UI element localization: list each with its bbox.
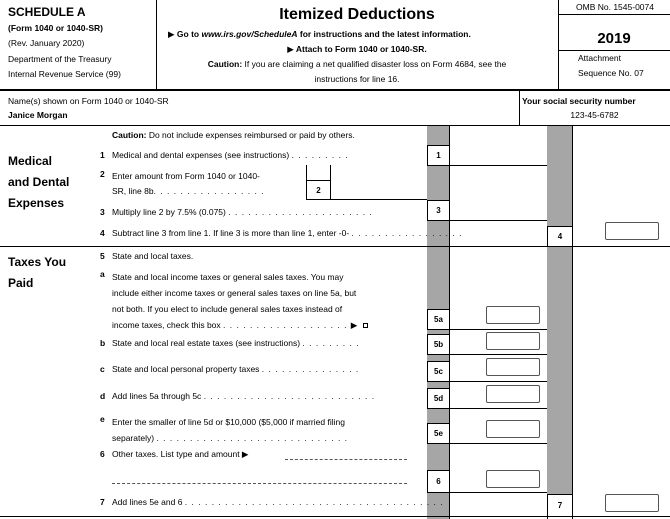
goto-prefix: ▶ Go to bbox=[168, 29, 202, 39]
line6-number: 6 bbox=[100, 449, 105, 459]
medical-caution bbox=[112, 130, 355, 140]
goto-instructions bbox=[168, 29, 471, 40]
line5d-letter: d bbox=[100, 391, 106, 401]
line5a-amount-input[interactable] bbox=[486, 306, 540, 324]
tax-year: 2019 bbox=[597, 30, 631, 47]
line4-text: Subtract line 3 from line 1. If line 3 is more than line 1, enter -0- bbox=[112, 228, 350, 238]
medical-title-line1: Medical bbox=[8, 154, 53, 168]
medical-caution-label: Caution: bbox=[112, 130, 147, 140]
line5d-description bbox=[112, 391, 375, 401]
line1-dots: . . . . . . . . . bbox=[291, 150, 349, 160]
line5a-letter: a bbox=[100, 269, 105, 279]
line2-text2: SR, line 8b bbox=[112, 186, 154, 196]
line5e-dots: . . . . . . . . . . . . . . . . . . . . . . . . . . . . . bbox=[156, 433, 349, 443]
attach-instruction: ▶ Attach to Form 1040 or 1040-SR. bbox=[287, 44, 427, 54]
line5e-box-label: 5e bbox=[427, 423, 449, 443]
attachment-label: Attachment bbox=[578, 53, 621, 63]
goto-suffix: for instructions and the latest information. bbox=[297, 29, 471, 39]
line7-text: Add lines 5e and 6 bbox=[112, 497, 183, 507]
disaster-caution-line2: instructions for line 16. bbox=[314, 74, 400, 84]
line5a-description bbox=[112, 269, 368, 333]
taxes-section-title bbox=[8, 252, 66, 294]
taxes-title-line1: Taxes You bbox=[8, 255, 67, 269]
line3-description bbox=[112, 207, 373, 217]
taxes-title-line2: Paid bbox=[8, 276, 34, 290]
line1-number: 1 bbox=[100, 150, 105, 160]
line2-description bbox=[112, 169, 265, 199]
medical-title-line3: Expenses bbox=[8, 196, 65, 210]
sales-tax-checkbox[interactable] bbox=[363, 323, 368, 328]
line3-number: 3 bbox=[100, 207, 105, 217]
line5a-text1: State and local income taxes or general sales taxes. You may bbox=[112, 272, 344, 282]
line5d-box-label: 5d bbox=[427, 388, 449, 408]
line3-dots: . . . . . . . . . . . . . . . . . . . . . . bbox=[228, 207, 373, 217]
line5e-letter: e bbox=[100, 414, 105, 424]
line2-number: 2 bbox=[100, 169, 105, 179]
sequence-number: Sequence No. 07 bbox=[578, 68, 644, 78]
line6-type-entry-2[interactable] bbox=[112, 483, 407, 484]
medical-title-line2: and Dental bbox=[8, 175, 70, 189]
line5c-box-label: 5c bbox=[427, 361, 449, 381]
line4-box-label: 4 bbox=[547, 226, 572, 246]
line5a-text4: income taxes, check this box bbox=[112, 320, 221, 330]
revision-date: (Rev. January 2020) bbox=[8, 38, 85, 48]
disaster-caution bbox=[156, 59, 558, 69]
line5b-letter: b bbox=[100, 338, 106, 348]
line5c-amount-input[interactable] bbox=[486, 358, 540, 376]
caution-text: If you are claiming a net qualified disaster loss on Form 4684, see the bbox=[242, 59, 507, 69]
form-title: Itemized Deductions bbox=[279, 6, 435, 23]
line3-box-label: 3 bbox=[427, 200, 449, 220]
line5d-dots: . . . . . . . . . . . . . . . . . . . . . . . . . . bbox=[203, 391, 376, 401]
line5c-dots: . . . . . . . . . . . . . . . bbox=[261, 364, 360, 374]
line5b-text: State and local real estate taxes (see instructions) bbox=[112, 338, 301, 348]
line5c-letter: c bbox=[100, 364, 105, 374]
line3-text: Multiply line 2 by 7.5% (0.075) bbox=[112, 207, 226, 217]
line4-description bbox=[112, 228, 462, 238]
line5c-description bbox=[112, 364, 359, 374]
form-reference: (Form 1040 or 1040-SR) bbox=[8, 23, 103, 33]
line1-description bbox=[112, 150, 349, 160]
line6-amount-input[interactable] bbox=[486, 470, 540, 488]
line6-box-label: 6 bbox=[427, 470, 449, 492]
line5a-text2: include either income taxes or general sales taxes on line 5a, but bbox=[112, 288, 357, 298]
line5e-amount-input[interactable] bbox=[486, 420, 540, 438]
line2-text1: Enter amount from Form 1040 or 1040- bbox=[112, 171, 260, 181]
line5a-dots: . . . . . . . . . . . . . . . . . . . ▶ bbox=[223, 320, 359, 330]
line5e-description bbox=[112, 414, 348, 446]
irs-label: Internal Revenue Service (99) bbox=[8, 69, 121, 79]
line5-description: State and local taxes. bbox=[112, 251, 194, 261]
schedule-a-link[interactable]: www.irs.gov/ScheduleA bbox=[201, 29, 298, 39]
line7-number: 7 bbox=[100, 497, 105, 507]
line5b-dots: . . . . . . . . . bbox=[302, 338, 360, 348]
line2-dots: . . . . . . . . . . . . . . . . . bbox=[153, 186, 265, 196]
line6-type-entry-1[interactable] bbox=[285, 459, 407, 460]
schedule-label: SCHEDULE A bbox=[8, 5, 86, 19]
omb-number: OMB No. 1545-0074 bbox=[576, 2, 654, 12]
line5b-description bbox=[112, 338, 360, 348]
line7-description bbox=[112, 497, 444, 507]
line1-text: Medical and dental expenses (see instructions) bbox=[112, 150, 290, 160]
line5b-box-label: 5b bbox=[427, 334, 449, 354]
medical-section-title bbox=[8, 151, 69, 214]
line1-box-label: 1 bbox=[427, 145, 449, 165]
line4-dots: . . . . . . . . . . . . . . . . . bbox=[351, 228, 463, 238]
line7-amount-input[interactable] bbox=[605, 494, 659, 512]
line5c-text: State and local personal property taxes bbox=[112, 364, 260, 374]
line5e-text1: Enter the smaller of line 5d or $10,000 ($5,000 if married filing bbox=[112, 417, 345, 427]
line5e-text2: separately) bbox=[112, 433, 155, 443]
ssn-value: 123-45-6782 bbox=[570, 110, 619, 120]
name-label: Name(s) shown on Form 1040 or 1040-SR bbox=[8, 96, 169, 106]
line7-dots: . . . . . . . . . . . . . . . . . . . . . . . . . . . . . . . . . . . . . . . bbox=[184, 497, 444, 507]
caution-label: Caution: bbox=[207, 59, 243, 69]
line5a-box-label: 5a bbox=[427, 309, 449, 329]
line5d-amount-input[interactable] bbox=[486, 385, 540, 403]
medical-caution-text: Do not include expenses reimbursed or paid by others. bbox=[146, 130, 355, 140]
line4-amount-input[interactable] bbox=[605, 222, 659, 240]
line5b-amount-input[interactable] bbox=[486, 332, 540, 350]
line5a-text3: not both. If you elect to include general sales taxes instead of bbox=[112, 304, 343, 314]
ssn-label: Your social security number bbox=[522, 96, 636, 106]
department: Department of the Treasury bbox=[8, 54, 112, 64]
line6-description: Other taxes. List type and amount ▶ bbox=[112, 449, 249, 459]
line5-number: 5 bbox=[100, 251, 105, 261]
taxpayer-name: Janice Morgan bbox=[8, 110, 68, 120]
line2-box-label: 2 bbox=[306, 180, 330, 200]
line4-number: 4 bbox=[100, 228, 105, 238]
line5d-text: Add lines 5a through 5c bbox=[112, 391, 202, 401]
line7-box-label: 7 bbox=[547, 494, 572, 516]
